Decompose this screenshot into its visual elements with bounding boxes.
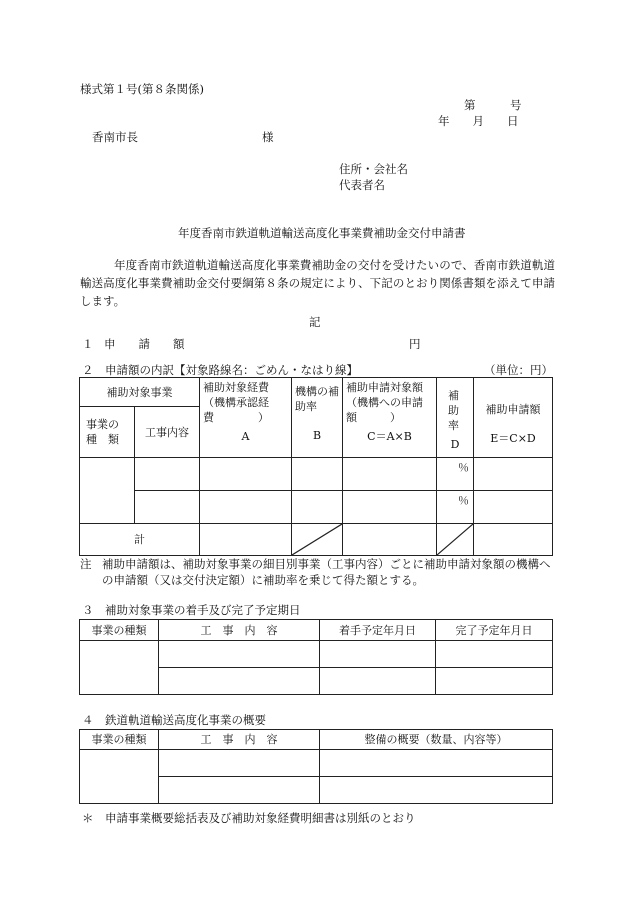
section1-label: 申 請 額 bbox=[104, 337, 185, 351]
number-line: 第 号 bbox=[464, 98, 522, 112]
schedule-cell bbox=[159, 641, 320, 668]
header-application-target bbox=[343, 378, 437, 458]
total-label: 計 bbox=[80, 524, 200, 556]
cell-amount-total bbox=[474, 524, 553, 556]
schedule-cell bbox=[159, 668, 320, 695]
overview-cell bbox=[320, 777, 553, 804]
header-work-content: 工事内容 bbox=[135, 407, 200, 458]
breakdown-table bbox=[79, 377, 553, 556]
cell-type-1 bbox=[80, 458, 135, 524]
schedule-cell bbox=[436, 641, 553, 668]
cell-rate-1 bbox=[292, 458, 343, 491]
header-subsidy-rate-letter: D bbox=[450, 438, 460, 451]
cell-rate-total-slashed bbox=[292, 524, 343, 556]
applicant-address-label: 住所・会社名 bbox=[339, 162, 408, 176]
header-agency-rate-letter: B bbox=[312, 429, 322, 442]
cell-cost-total bbox=[200, 524, 292, 556]
schedule-table bbox=[79, 619, 553, 695]
document-title: 年度香南市鉄道軌道輸送高度化事業費補助金交付申請書 bbox=[178, 226, 466, 240]
header-subsidy-rate bbox=[437, 378, 474, 458]
percent-sign: ％ bbox=[458, 494, 469, 507]
schedule-cell bbox=[320, 641, 436, 668]
percent-sign: ％ bbox=[458, 461, 469, 474]
header-target-cost-letter: A bbox=[241, 430, 250, 443]
body-paragraph bbox=[80, 256, 555, 310]
note-text: 補助申請額は、補助対象事業の細目別事業（工事内容）ごとに補助申請対象額の機構への申請額（又は交付決定額）に補助率を乗じて得た額とする。 bbox=[102, 557, 551, 587]
overview-table bbox=[79, 729, 553, 804]
section4-title: ４ 鉄道軌道輸送高度化事業の概要 bbox=[82, 713, 266, 727]
header-target-project: 補助対象事業 bbox=[80, 378, 200, 407]
cell-app-total bbox=[343, 524, 437, 556]
note-block bbox=[80, 556, 555, 588]
cell-rate-2 bbox=[292, 491, 343, 524]
cell-app-1 bbox=[343, 458, 437, 491]
header-agency-rate-label: 機構の補助率 bbox=[295, 385, 339, 413]
cell-subrate-1 bbox=[437, 458, 474, 491]
section2-title: ２ 申請額の内訳【対象路線名：ごめん・なはり線】 bbox=[82, 363, 358, 377]
section1-unit: 円 bbox=[409, 337, 421, 351]
overview-header-summary: 整備の概要（数量、内容等） bbox=[320, 730, 553, 750]
footer-note: ＊ 申請事業概要総括表及び補助対象経費明細書は別紙のとおり bbox=[82, 811, 416, 825]
section1-number: １ bbox=[82, 337, 94, 351]
cell-amount-1 bbox=[474, 458, 553, 491]
schedule-cell bbox=[436, 668, 553, 695]
header-subsidy-amount-letter: E＝C×D bbox=[490, 432, 536, 445]
ki-mark: 記 bbox=[309, 315, 321, 329]
cell-cost-1 bbox=[200, 458, 292, 491]
header-subsidy-amount bbox=[474, 378, 553, 458]
overview-header-type: 事業の種類 bbox=[80, 730, 159, 750]
note-mark: 注 bbox=[80, 557, 92, 571]
cell-cost-2 bbox=[200, 491, 292, 524]
overview-cell bbox=[320, 750, 553, 777]
schedule-header-start: 着手予定年月日 bbox=[320, 620, 436, 641]
cell-subrate-2 bbox=[437, 491, 474, 524]
section3-title: ３ 補助対象事業の着手及び完了予定期日 bbox=[82, 603, 301, 617]
date-line: 年 月 日 bbox=[438, 114, 519, 128]
body-text: 年度香南市鉄道軌道輸送高度化事業費補助金の交付を受けたいので、香南市鉄道軌道輸送高度化事業費補助金交付要綱第８条の規定により、下記のとおり関係書類を添えて申請します。 bbox=[80, 258, 555, 308]
overview-cell bbox=[159, 777, 320, 804]
form-id: 様式第１号(第８条関係) bbox=[80, 82, 204, 96]
header-agency-rate bbox=[292, 378, 343, 458]
cell-work-1 bbox=[135, 458, 200, 491]
diagonal-line bbox=[292, 524, 342, 555]
header-application-target-letter: C＝A×B bbox=[367, 430, 412, 443]
header-target-cost bbox=[200, 378, 292, 458]
schedule-cell bbox=[320, 668, 436, 695]
schedule-cell bbox=[80, 641, 159, 695]
addressee: 香南市長 bbox=[92, 130, 138, 144]
schedule-header-end: 完了予定年月日 bbox=[436, 620, 553, 641]
header-target-cost-label: 補助対象経費（機構承認経費 ） bbox=[203, 381, 269, 424]
cell-amount-2 bbox=[474, 491, 553, 524]
schedule-header-work: 工 事 内 容 bbox=[159, 620, 320, 641]
header-subsidy-rate-label: 補助率 bbox=[448, 389, 459, 432]
header-project-type: 事業の種 類 bbox=[80, 407, 135, 458]
cell-subrate-total-slashed bbox=[437, 524, 474, 556]
cell-work-2 bbox=[135, 491, 200, 524]
cell-app-2 bbox=[343, 491, 437, 524]
diagonal-line bbox=[437, 524, 473, 555]
header-application-target-label: 補助申請対象額（機構への申請額 ） bbox=[346, 381, 423, 424]
overview-cell bbox=[80, 750, 159, 804]
overview-header-work: 工 事 内 容 bbox=[159, 730, 320, 750]
honorific: 様 bbox=[262, 130, 274, 144]
applicant-rep-label: 代表者名 bbox=[339, 178, 385, 192]
schedule-header-type: 事業の種類 bbox=[80, 620, 159, 641]
section2-unit-note: （単位：円） bbox=[484, 363, 553, 377]
header-subsidy-amount-label: 補助申請額 bbox=[485, 403, 541, 416]
overview-cell bbox=[159, 750, 320, 777]
